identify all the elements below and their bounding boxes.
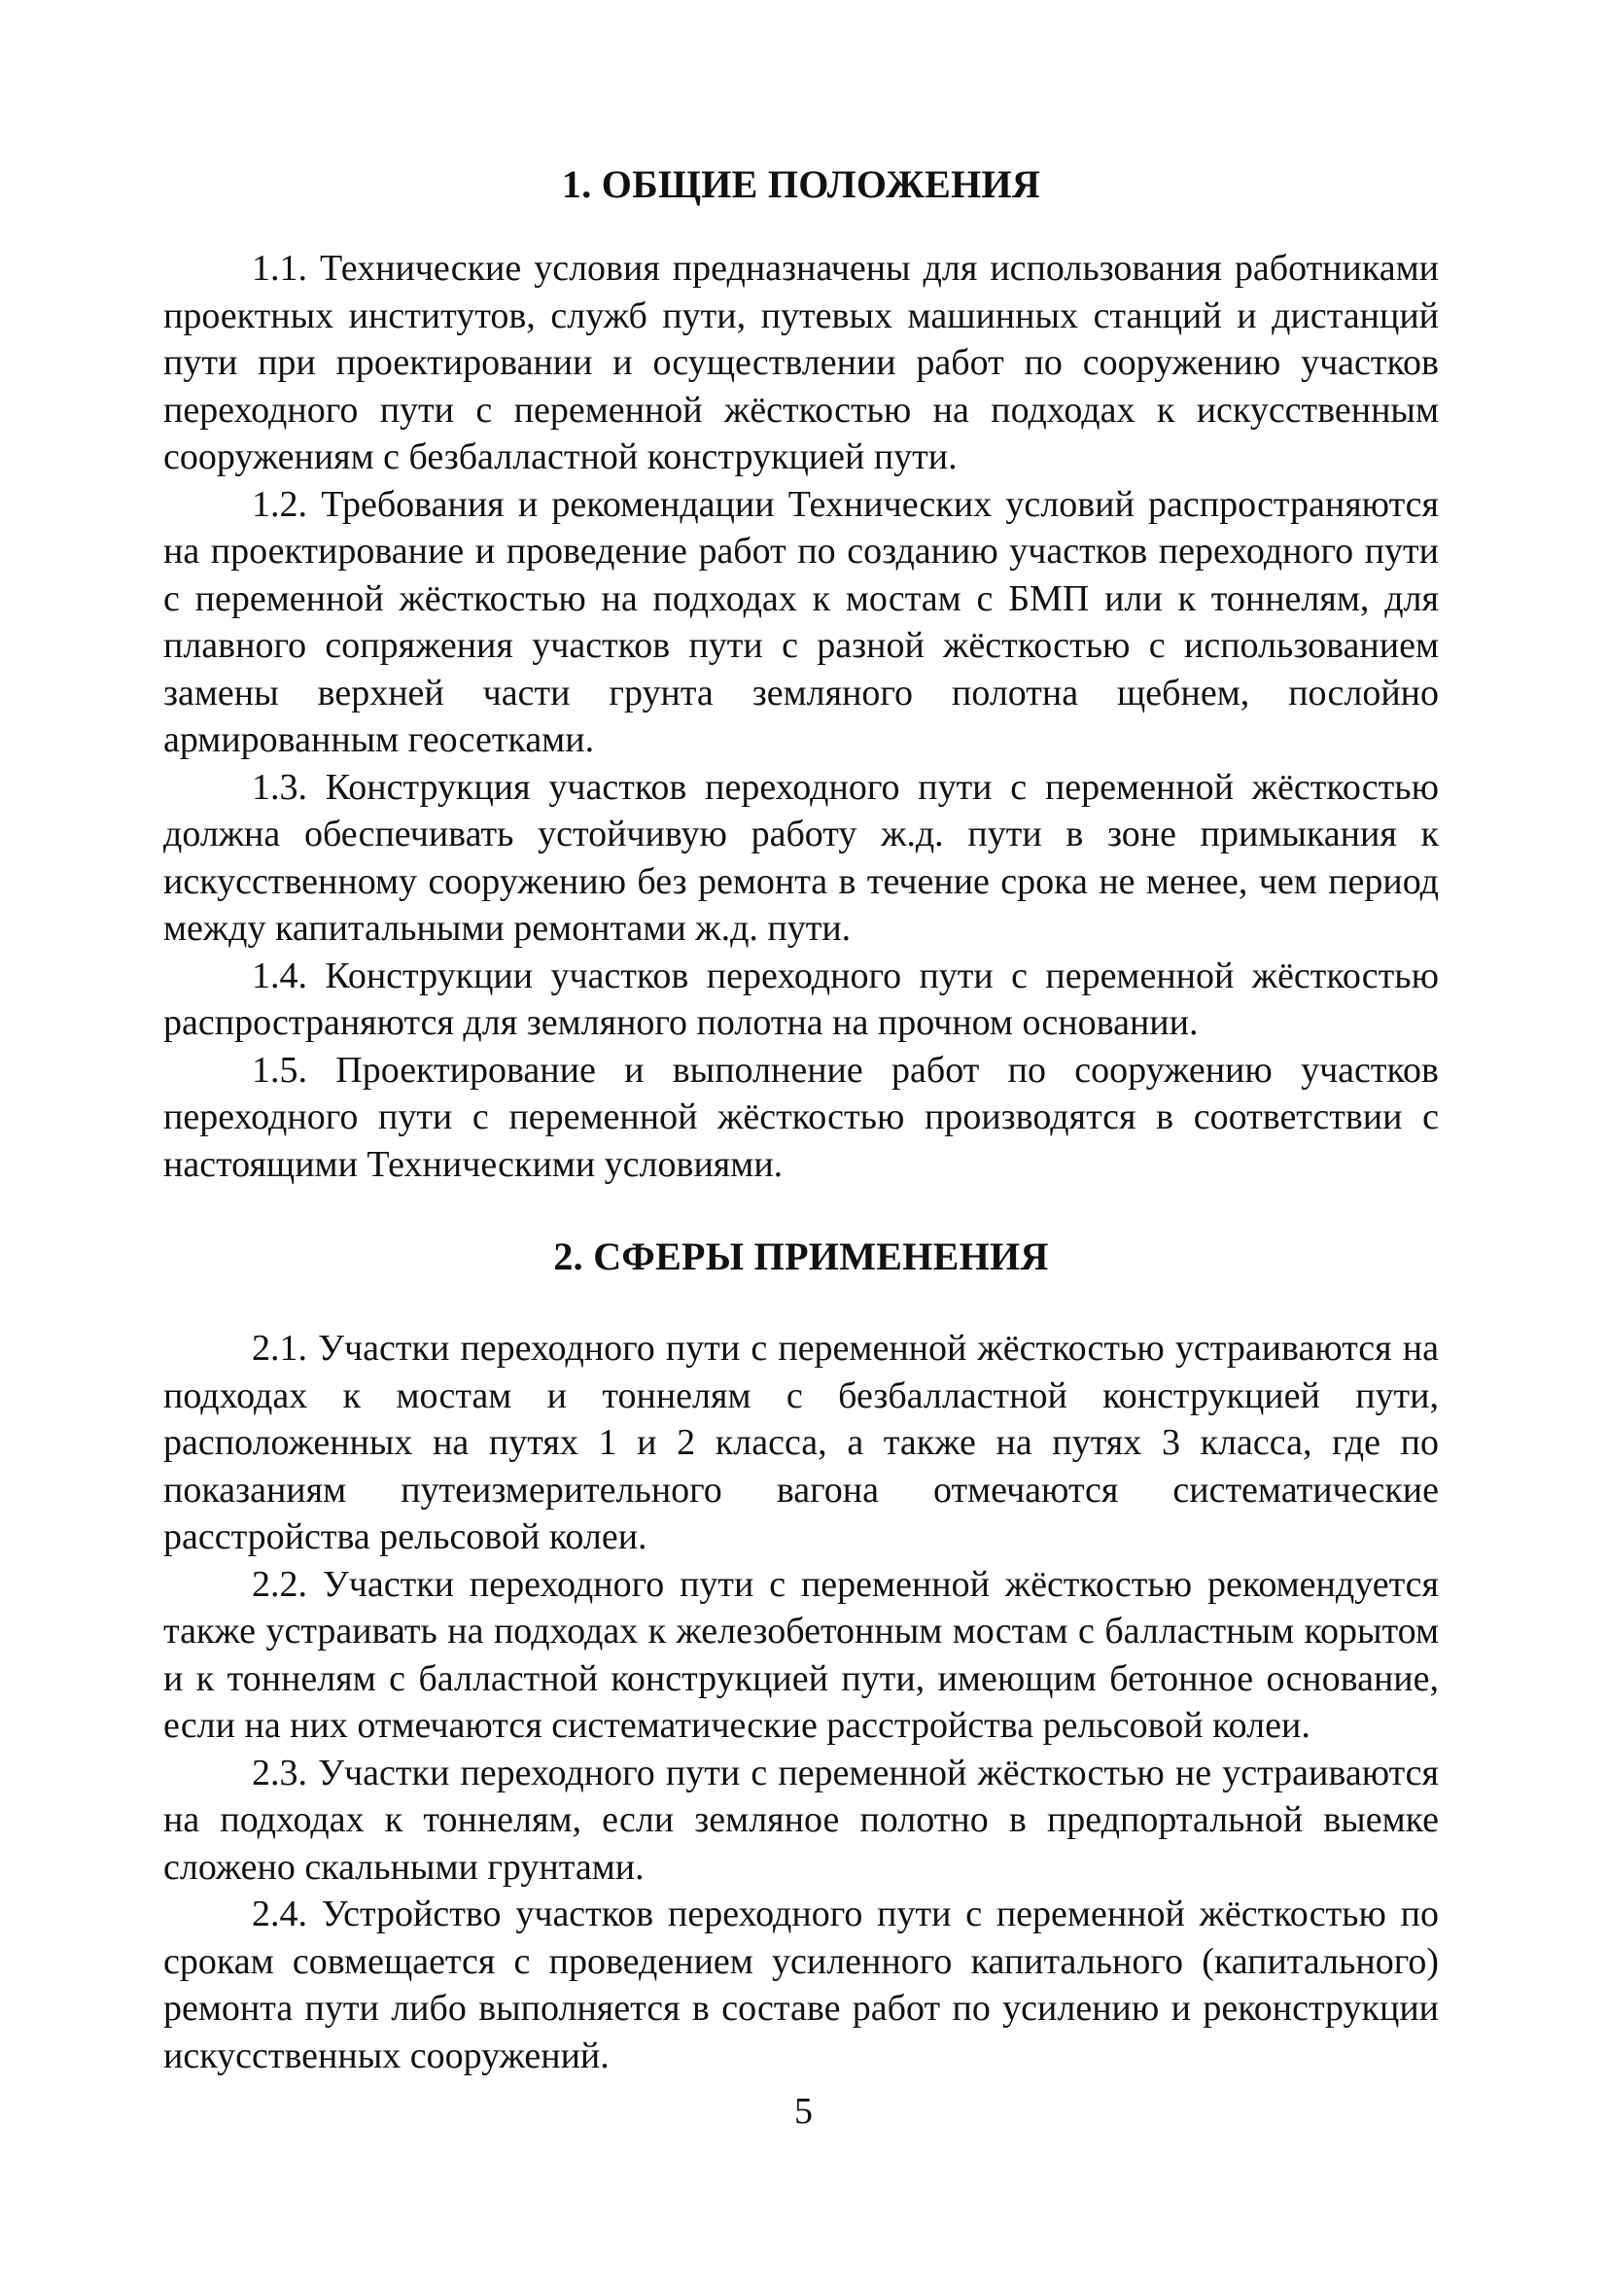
paragraph-1-4: 1.4. Конструкции участков переходного пути с переменной жёсткостью распространяются для земляного полотна на прочном основании.: [163, 955, 1439, 1043]
paragraph-2-3: 2.3. Участки переходного пути с переменной жёсткостью не устраиваются на подходах к тоннелям, если земляное полотно в предпортальной выемке сложено скальными грунтами.: [163, 1752, 1439, 1888]
section-1-heading: 1. ОБЩИЕ ПОЛОЖЕНИЯ: [561, 162, 1041, 206]
paragraph-1-2: 1.2. Требования и рекомендации Технических условий распространяются на проектирование и проведение работ по созданию участков переходного пути с переменной жёсткостью на подходах к мостам с БМП или к тоннелям, для плавного сопряжения участков пути с разной жёсткостью с использованием замены верхней части грунта земляного полотна щебнем, послойно армированным геосетками.: [163, 483, 1439, 760]
section-2-heading: 2. СФЕРЫ ПРИМЕНЕНИЯ: [553, 1235, 1049, 1278]
paragraph-1-3: 1.3. Конструкция участков переходного пути с переменной жёсткостью должна обеспечивать устойчивую работу ж.д. пути в зоне примыкания к искусственному сооружению без ремонта в течение срока не менее, чем период между капитальными ремонтами ж.д. пути.: [163, 766, 1439, 949]
paragraph-1-5: 1.5. Проектирование и выполнение работ по сооружению участков переходного пути с переменной жёсткостью производятся в соответствии с настоящими Техническими условиями.: [163, 1049, 1439, 1185]
page-content: [163, 160, 1439, 2079]
paragraph-1-1: 1.1. Технические условия предназначены для использования работниками проектных институтов, служб пути, путевых машинных станций и дистанций пути при проектировании и осуществлении работ по сооружению участков переходного пути с переменной жёсткостью на подходах к искусственным сооружениям с безбалластной конструкцией пути.: [163, 248, 1439, 477]
paragraph-2-1: 2.1. Участки переходного пути с переменной жёсткостью устраиваются на подходах к мостам и тоннелям с безбалластной конструкцией пути, расположенных на путях 1 и 2 класса, а также на путях 3 класса, где по показаниям путеизмерительного вагона отмечаются систематические расстройства рельсовой колеи.: [163, 1328, 1439, 1557]
paragraph-2-2: 2.2. Участки переходного пути с переменной жёсткостью рекомендуется также устраивать на подходах к железобетонным мостам с балластным корытом и к тоннелям с балластной конструкцией пути, имеющим бетонное основание, если на них отмечаются систематические расстройства рельсовой колеи.: [163, 1563, 1439, 1746]
paragraph-2-4: 2.4. Устройство участков переходного пути с переменной жёсткостью по срокам совмещается с проведением усиленного капитального (капитального) ремонта пути либо выполняется в составе работ по усилению и реконструкции искусственных сооружений.: [163, 1894, 1439, 2076]
page-number: 5: [794, 2091, 813, 2132]
